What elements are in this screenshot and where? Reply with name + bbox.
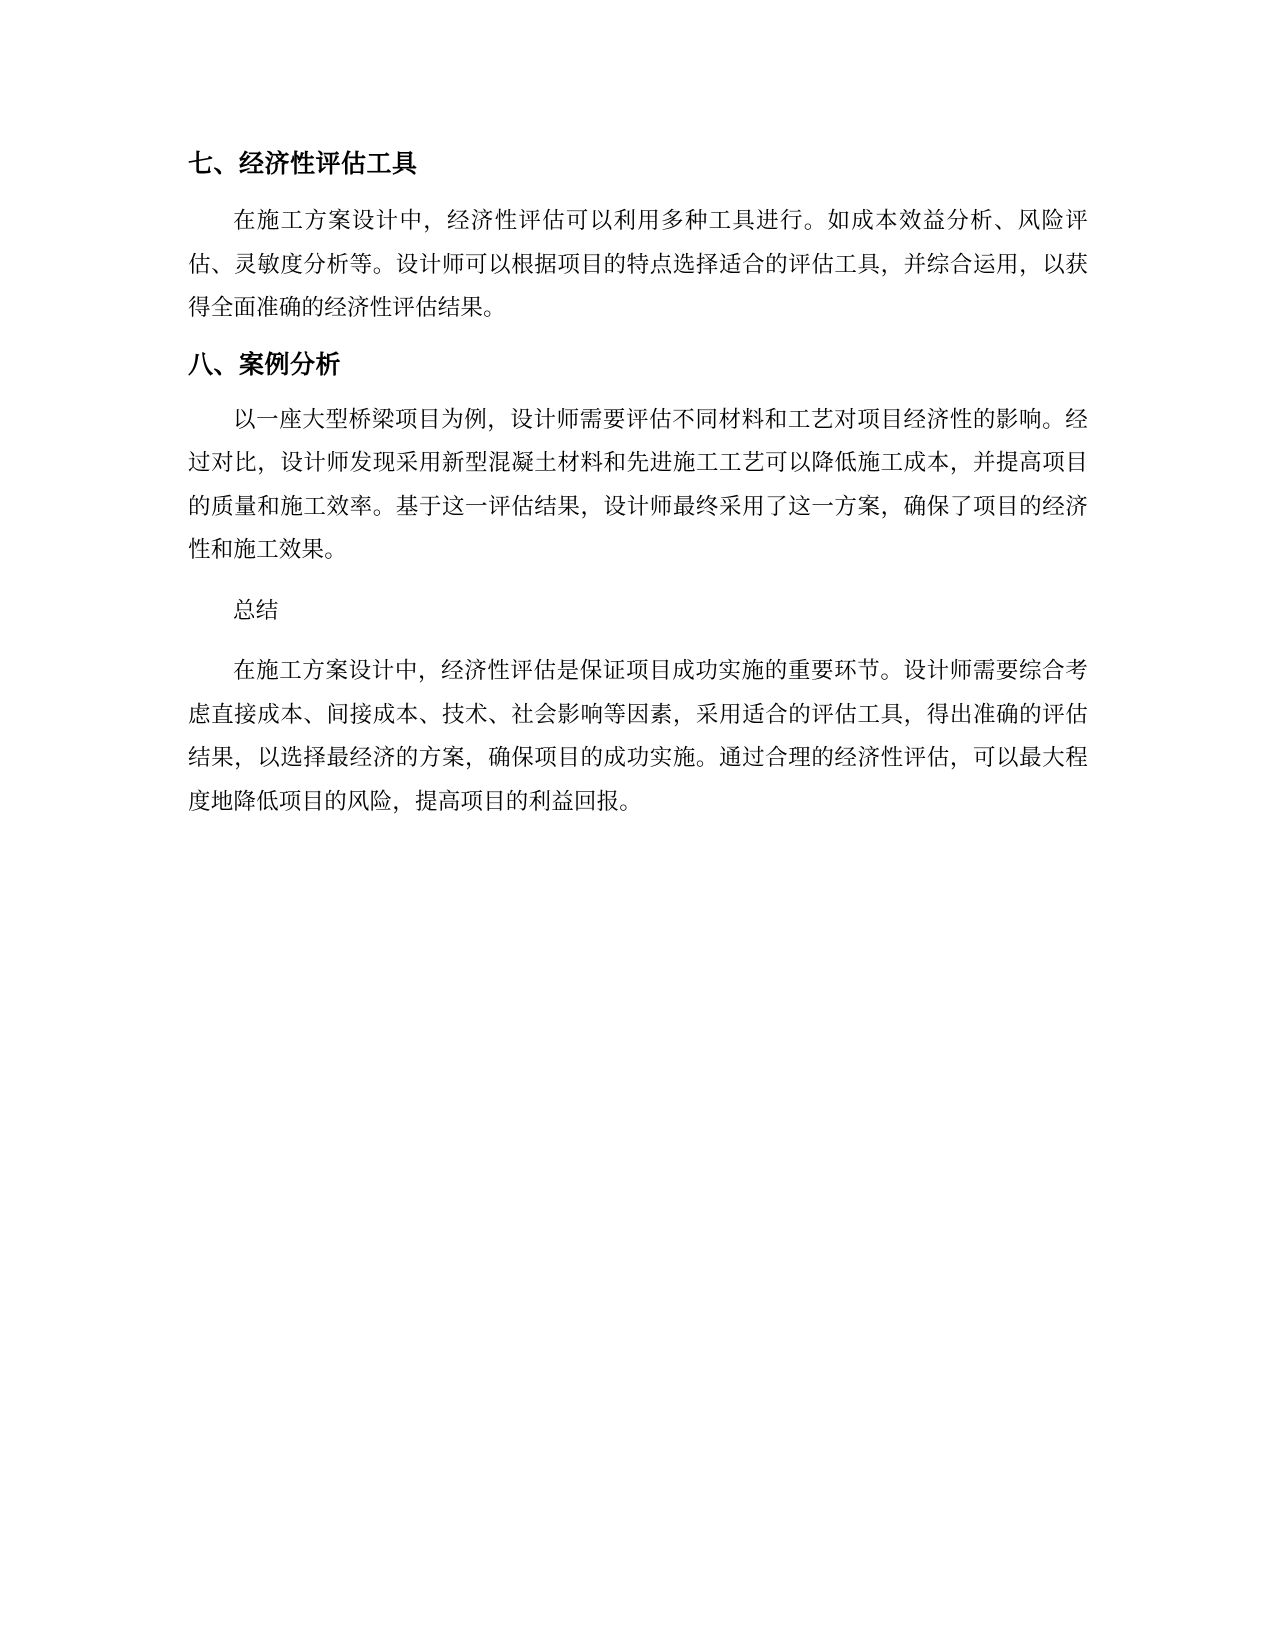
section-heading-case-analysis: 八、案例分析 (188, 349, 342, 379)
section-paragraph-economic-tools: 在施工方案设计中，经济性评估可以利用多种工具进行。如成本效益分析、风险评估、灵敏度分析等。设计师可以根据项目的特点选择适合的评估工具，并综合运用，以获得全面准确的经济性评估结果。 (188, 208, 1088, 321)
document-body (188, 146, 1088, 824)
summary-paragraph: 在施工方案设计中，经济性评估是保证项目成功实施的重要环节。设计师需要综合考虑直接成本、间接成本、技术、社会影响等因素，采用适合的评估工具，得出准确的评估结果，以选择最经济的方案，确保项目的成功实施。通过合理的经济性评估，可以最大程度地降低项目的风险，提高项目的利益回报。 (188, 658, 1088, 815)
section-heading-economic-tools: 七、经济性评估工具 (188, 149, 418, 178)
summary-label: 总结 (233, 597, 279, 624)
section-paragraph-case-analysis: 以一座大型桥梁项目为例，设计师需要评估不同材料和工艺对项目经济性的影响。经过对比，设计师发现采用新型混凝土材料和先进施工工艺可以降低施工成本，并提高项目的质量和施工效率。基于这一评估结果，设计师最终采用了这一方案，确保了项目的经济性和施工效果。 (188, 406, 1088, 563)
